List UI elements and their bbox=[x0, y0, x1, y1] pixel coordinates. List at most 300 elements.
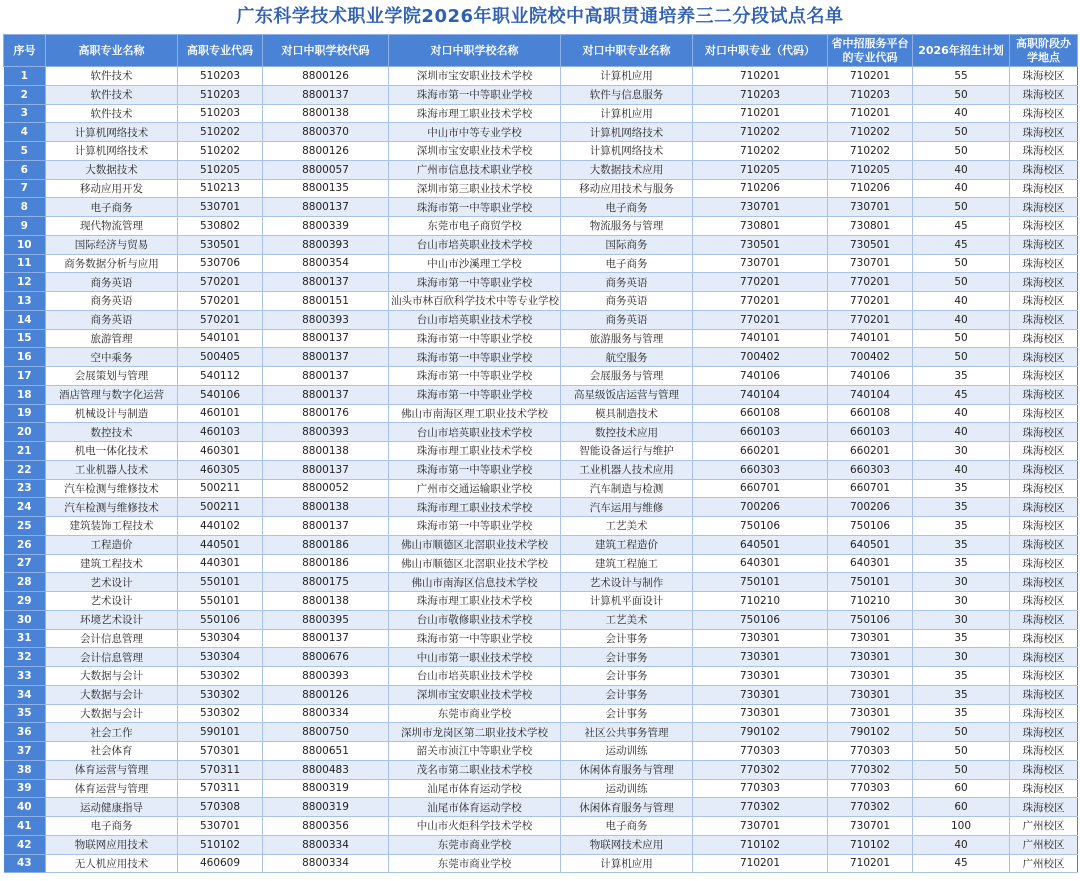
column-header: 高职阶段办学地点 bbox=[1010, 35, 1078, 67]
row-number-cell: 2 bbox=[4, 85, 46, 104]
school-code-cell: 8800393 bbox=[263, 667, 389, 686]
enrollment-plan-cell: 40 bbox=[913, 423, 1010, 442]
school-name-cell: 广州市交通运输职业学校 bbox=[389, 479, 561, 498]
school-code-cell: 8800057 bbox=[263, 160, 389, 179]
campus-cell: 珠海校区 bbox=[1010, 217, 1078, 236]
column-header: 高职专业名称 bbox=[46, 35, 178, 67]
school-code-cell: 8800126 bbox=[263, 142, 389, 161]
table-row bbox=[4, 160, 1078, 179]
school-major-code-cell: 710102 bbox=[693, 835, 828, 854]
school-major-name-cell: 艺术设计与制作 bbox=[561, 573, 693, 592]
school-name-cell: 深圳市宝安职业技术学校 bbox=[389, 142, 561, 161]
school-code-cell: 8800137 bbox=[263, 629, 389, 648]
school-name-cell: 汕尾市体育运动学校 bbox=[389, 798, 561, 817]
school-code-cell: 8800334 bbox=[263, 854, 389, 873]
school-code-cell: 8800319 bbox=[263, 798, 389, 817]
school-major-name-cell: 移动应用技术与服务 bbox=[561, 179, 693, 198]
enrollment-plan-cell: 35 bbox=[913, 629, 1010, 648]
college-major-code-cell: 530302 bbox=[178, 685, 263, 704]
college-major-name-cell: 国际经济与贸易 bbox=[46, 235, 178, 254]
row-number-cell: 35 bbox=[4, 704, 46, 723]
college-major-code-cell: 500405 bbox=[178, 348, 263, 367]
row-number-cell: 7 bbox=[4, 179, 46, 198]
row-number-cell: 23 bbox=[4, 479, 46, 498]
column-header: 高职专业代码 bbox=[178, 35, 263, 67]
college-major-code-cell: 460301 bbox=[178, 442, 263, 461]
campus-cell: 珠海校区 bbox=[1010, 160, 1078, 179]
table-row bbox=[4, 310, 1078, 329]
college-major-name-cell: 建筑工程技术 bbox=[46, 554, 178, 573]
school-major-name-cell: 物联网技术应用 bbox=[561, 835, 693, 854]
school-name-cell: 台山市培英职业技术学校 bbox=[389, 667, 561, 686]
enrollment-plan-cell: 50 bbox=[913, 273, 1010, 292]
school-code-cell: 8800052 bbox=[263, 479, 389, 498]
school-major-name-cell: 计算机网络技术 bbox=[561, 123, 693, 142]
college-major-name-cell: 汽车检测与维修技术 bbox=[46, 479, 178, 498]
college-major-code-cell: 570311 bbox=[178, 760, 263, 779]
college-major-name-cell: 旅游管理 bbox=[46, 329, 178, 348]
school-code-cell: 8800319 bbox=[263, 779, 389, 798]
table-row bbox=[4, 517, 1078, 536]
platform-major-code-cell: 660103 bbox=[828, 423, 913, 442]
row-number-cell: 9 bbox=[4, 217, 46, 236]
college-major-name-cell: 工程造价 bbox=[46, 535, 178, 554]
platform-major-code-cell: 640301 bbox=[828, 554, 913, 573]
campus-cell: 珠海校区 bbox=[1010, 67, 1078, 86]
school-major-code-cell: 730701 bbox=[693, 254, 828, 273]
campus-cell: 珠海校区 bbox=[1010, 610, 1078, 629]
school-major-name-cell: 会计事务 bbox=[561, 704, 693, 723]
table-row bbox=[4, 704, 1078, 723]
platform-major-code-cell: 660201 bbox=[828, 442, 913, 461]
school-major-name-cell: 汽车制造与检测 bbox=[561, 479, 693, 498]
school-major-code-cell: 730701 bbox=[693, 198, 828, 217]
enrollment-plan-cell: 40 bbox=[913, 460, 1010, 479]
platform-major-code-cell: 730701 bbox=[828, 254, 913, 273]
row-number-cell: 16 bbox=[4, 348, 46, 367]
school-major-code-cell: 790102 bbox=[693, 723, 828, 742]
platform-major-code-cell: 770201 bbox=[828, 310, 913, 329]
school-major-name-cell: 电子商务 bbox=[561, 198, 693, 217]
school-name-cell: 珠海市第一中等职业学校 bbox=[389, 198, 561, 217]
school-name-cell: 台山市培英职业技术学校 bbox=[389, 310, 561, 329]
school-major-name-cell: 汽车运用与维修 bbox=[561, 498, 693, 517]
school-major-name-cell: 智能设备运行与维护 bbox=[561, 442, 693, 461]
school-major-code-cell: 660303 bbox=[693, 460, 828, 479]
enrollment-plan-cell: 60 bbox=[913, 779, 1010, 798]
school-major-code-cell: 740101 bbox=[693, 329, 828, 348]
school-code-cell: 8800137 bbox=[263, 198, 389, 217]
school-major-name-cell: 计算机网络技术 bbox=[561, 142, 693, 161]
college-major-code-cell: 530304 bbox=[178, 648, 263, 667]
school-code-cell: 8800334 bbox=[263, 704, 389, 723]
row-number-cell: 36 bbox=[4, 723, 46, 742]
school-major-name-cell: 高星级饭店运营与管理 bbox=[561, 385, 693, 404]
campus-cell: 珠海校区 bbox=[1010, 367, 1078, 386]
school-major-name-cell: 社区公共事务管理 bbox=[561, 723, 693, 742]
college-major-code-cell: 460305 bbox=[178, 460, 263, 479]
school-major-code-cell: 710203 bbox=[693, 85, 828, 104]
row-number-cell: 25 bbox=[4, 517, 46, 536]
college-major-code-cell: 510202 bbox=[178, 123, 263, 142]
school-name-cell: 汕头市林百欣科学技术中等专业学校 bbox=[389, 292, 561, 311]
enrollment-plan-cell: 35 bbox=[913, 667, 1010, 686]
table-header-row bbox=[4, 35, 1078, 67]
school-code-cell: 8800137 bbox=[263, 460, 389, 479]
school-major-code-cell: 770303 bbox=[693, 742, 828, 761]
enrollment-plan-cell: 45 bbox=[913, 217, 1010, 236]
school-code-cell: 8800126 bbox=[263, 67, 389, 86]
row-number-cell: 37 bbox=[4, 742, 46, 761]
school-major-code-cell: 770302 bbox=[693, 760, 828, 779]
school-major-code-cell: 640301 bbox=[693, 554, 828, 573]
platform-major-code-cell: 770201 bbox=[828, 273, 913, 292]
table-row bbox=[4, 610, 1078, 629]
college-major-name-cell: 社会体育 bbox=[46, 742, 178, 761]
college-major-code-cell: 530501 bbox=[178, 235, 263, 254]
school-code-cell: 8800137 bbox=[263, 329, 389, 348]
row-number-cell: 21 bbox=[4, 442, 46, 461]
row-number-cell: 15 bbox=[4, 329, 46, 348]
enrollment-plan-cell: 40 bbox=[913, 404, 1010, 423]
college-major-code-cell: 590101 bbox=[178, 723, 263, 742]
school-major-code-cell: 710201 bbox=[693, 854, 828, 873]
school-name-cell: 珠海市理工职业技术学校 bbox=[389, 498, 561, 517]
school-name-cell: 佛山市南海区理工职业技术学校 bbox=[389, 404, 561, 423]
college-major-code-cell: 440301 bbox=[178, 554, 263, 573]
campus-cell: 珠海校区 bbox=[1010, 460, 1078, 479]
campus-cell: 珠海校区 bbox=[1010, 85, 1078, 104]
college-major-code-cell: 530802 bbox=[178, 217, 263, 236]
school-major-name-cell: 商务英语 bbox=[561, 292, 693, 311]
school-code-cell: 8800138 bbox=[263, 592, 389, 611]
row-number-cell: 17 bbox=[4, 367, 46, 386]
row-number-cell: 28 bbox=[4, 573, 46, 592]
school-name-cell: 中山市火炬科学技术学校 bbox=[389, 817, 561, 836]
campus-cell: 珠海校区 bbox=[1010, 573, 1078, 592]
college-major-code-cell: 460103 bbox=[178, 423, 263, 442]
enrollment-plan-cell: 50 bbox=[913, 198, 1010, 217]
row-number-cell: 31 bbox=[4, 629, 46, 648]
table-row bbox=[4, 798, 1078, 817]
row-number-cell: 6 bbox=[4, 160, 46, 179]
school-major-code-cell: 730301 bbox=[693, 685, 828, 704]
school-major-code-cell: 730701 bbox=[693, 817, 828, 836]
school-major-code-cell: 730301 bbox=[693, 648, 828, 667]
college-major-code-cell: 460101 bbox=[178, 404, 263, 423]
campus-cell: 珠海校区 bbox=[1010, 292, 1078, 311]
school-name-cell: 东莞市商业学校 bbox=[389, 835, 561, 854]
platform-major-code-cell: 710202 bbox=[828, 123, 913, 142]
college-major-code-cell: 530304 bbox=[178, 629, 263, 648]
school-name-cell: 汕尾市体育运动学校 bbox=[389, 779, 561, 798]
school-code-cell: 8800138 bbox=[263, 104, 389, 123]
table-row bbox=[4, 329, 1078, 348]
school-major-name-cell: 运动训练 bbox=[561, 779, 693, 798]
college-major-code-cell: 570201 bbox=[178, 273, 263, 292]
enrollment-plan-cell: 45 bbox=[913, 385, 1010, 404]
school-code-cell: 8800135 bbox=[263, 179, 389, 198]
school-code-cell: 8800186 bbox=[263, 554, 389, 573]
table-row bbox=[4, 273, 1078, 292]
college-major-name-cell: 软件技术 bbox=[46, 104, 178, 123]
college-major-code-cell: 530302 bbox=[178, 667, 263, 686]
table-row bbox=[4, 817, 1078, 836]
school-name-cell: 东莞市商业学校 bbox=[389, 854, 561, 873]
college-major-name-cell: 计算机网络技术 bbox=[46, 123, 178, 142]
campus-cell: 珠海校区 bbox=[1010, 123, 1078, 142]
school-major-name-cell: 国际商务 bbox=[561, 235, 693, 254]
college-major-code-cell: 530302 bbox=[178, 704, 263, 723]
enrollment-plan-cell: 60 bbox=[913, 798, 1010, 817]
school-name-cell: 东莞市电子商贸学校 bbox=[389, 217, 561, 236]
row-number-cell: 20 bbox=[4, 423, 46, 442]
platform-major-code-cell: 660701 bbox=[828, 479, 913, 498]
college-major-code-cell: 540112 bbox=[178, 367, 263, 386]
school-name-cell: 深圳市宝安职业技术学校 bbox=[389, 685, 561, 704]
school-name-cell: 佛山市顺德区北滘职业技术学校 bbox=[389, 535, 561, 554]
school-code-cell: 8800138 bbox=[263, 442, 389, 461]
school-code-cell: 8800137 bbox=[263, 367, 389, 386]
table-body bbox=[4, 67, 1078, 873]
school-major-name-cell: 软件与信息服务 bbox=[561, 85, 693, 104]
school-code-cell: 8800176 bbox=[263, 404, 389, 423]
campus-cell: 珠海校区 bbox=[1010, 254, 1078, 273]
platform-major-code-cell: 730301 bbox=[828, 629, 913, 648]
enrollment-plan-cell: 35 bbox=[913, 517, 1010, 536]
column-header: 对口中职学校名称 bbox=[389, 35, 561, 67]
table-row bbox=[4, 348, 1078, 367]
college-major-name-cell: 空中乘务 bbox=[46, 348, 178, 367]
enrollment-plan-cell: 35 bbox=[913, 498, 1010, 517]
table-row bbox=[4, 592, 1078, 611]
enrollment-plan-cell: 50 bbox=[913, 760, 1010, 779]
school-major-code-cell: 750106 bbox=[693, 517, 828, 536]
school-major-code-cell: 660103 bbox=[693, 423, 828, 442]
school-major-name-cell: 计算机应用 bbox=[561, 67, 693, 86]
campus-cell: 珠海校区 bbox=[1010, 554, 1078, 573]
table-row bbox=[4, 835, 1078, 854]
college-major-code-cell: 550101 bbox=[178, 592, 263, 611]
pilot-list-table bbox=[3, 34, 1078, 873]
enrollment-plan-cell: 40 bbox=[913, 104, 1010, 123]
school-major-name-cell: 电子商务 bbox=[561, 254, 693, 273]
school-name-cell: 佛山市南海区信息技术学校 bbox=[389, 573, 561, 592]
school-name-cell: 珠海市第一中等职业学校 bbox=[389, 273, 561, 292]
school-code-cell: 8800137 bbox=[263, 348, 389, 367]
college-major-name-cell: 商务英语 bbox=[46, 273, 178, 292]
campus-cell: 珠海校区 bbox=[1010, 385, 1078, 404]
school-major-code-cell: 700402 bbox=[693, 348, 828, 367]
table-row bbox=[4, 779, 1078, 798]
enrollment-plan-cell: 50 bbox=[913, 742, 1010, 761]
row-number-cell: 4 bbox=[4, 123, 46, 142]
campus-cell: 珠海校区 bbox=[1010, 329, 1078, 348]
campus-cell: 珠海校区 bbox=[1010, 348, 1078, 367]
college-major-code-cell: 510203 bbox=[178, 104, 263, 123]
enrollment-plan-cell: 50 bbox=[913, 348, 1010, 367]
school-name-cell: 珠海市理工职业技术学校 bbox=[389, 442, 561, 461]
table-row bbox=[4, 254, 1078, 273]
college-major-name-cell: 现代物流管理 bbox=[46, 217, 178, 236]
table-row bbox=[4, 723, 1078, 742]
school-name-cell: 珠海市第一中等职业学校 bbox=[389, 348, 561, 367]
row-number-cell: 34 bbox=[4, 685, 46, 704]
college-major-name-cell: 电子商务 bbox=[46, 817, 178, 836]
row-number-cell: 29 bbox=[4, 592, 46, 611]
enrollment-plan-cell: 30 bbox=[913, 610, 1010, 629]
school-major-code-cell: 770303 bbox=[693, 779, 828, 798]
school-name-cell: 台山市敬修职业技术学校 bbox=[389, 610, 561, 629]
campus-cell: 珠海校区 bbox=[1010, 442, 1078, 461]
college-major-name-cell: 物联网应用技术 bbox=[46, 835, 178, 854]
enrollment-plan-cell: 50 bbox=[913, 123, 1010, 142]
campus-cell: 珠海校区 bbox=[1010, 273, 1078, 292]
campus-cell: 珠海校区 bbox=[1010, 142, 1078, 161]
table-row bbox=[4, 104, 1078, 123]
college-major-code-cell: 510213 bbox=[178, 179, 263, 198]
platform-major-code-cell: 770302 bbox=[828, 798, 913, 817]
college-major-code-cell: 440102 bbox=[178, 517, 263, 536]
school-name-cell: 珠海市第一中等职业学校 bbox=[389, 385, 561, 404]
college-major-name-cell: 商务英语 bbox=[46, 310, 178, 329]
row-number-cell: 14 bbox=[4, 310, 46, 329]
school-code-cell: 8800151 bbox=[263, 292, 389, 311]
enrollment-plan-cell: 50 bbox=[913, 254, 1010, 273]
row-number-cell: 33 bbox=[4, 667, 46, 686]
school-code-cell: 8800676 bbox=[263, 648, 389, 667]
campus-cell: 珠海校区 bbox=[1010, 742, 1078, 761]
college-major-code-cell: 510202 bbox=[178, 142, 263, 161]
college-major-name-cell: 社会工作 bbox=[46, 723, 178, 742]
campus-cell: 珠海校区 bbox=[1010, 667, 1078, 686]
school-major-name-cell: 工业机器人技术应用 bbox=[561, 460, 693, 479]
platform-major-code-cell: 790102 bbox=[828, 723, 913, 742]
school-major-name-cell: 航空服务 bbox=[561, 348, 693, 367]
row-number-cell: 26 bbox=[4, 535, 46, 554]
platform-major-code-cell: 730301 bbox=[828, 648, 913, 667]
table-row bbox=[4, 760, 1078, 779]
school-major-code-cell: 770302 bbox=[693, 798, 828, 817]
school-major-code-cell: 770201 bbox=[693, 292, 828, 311]
college-major-code-cell: 540106 bbox=[178, 385, 263, 404]
campus-cell: 珠海校区 bbox=[1010, 685, 1078, 704]
platform-major-code-cell: 710210 bbox=[828, 592, 913, 611]
school-major-name-cell: 计算机平面设计 bbox=[561, 592, 693, 611]
college-major-code-cell: 530701 bbox=[178, 198, 263, 217]
school-name-cell: 中山市沙溪理工学校 bbox=[389, 254, 561, 273]
school-major-name-cell: 计算机应用 bbox=[561, 104, 693, 123]
platform-major-code-cell: 770303 bbox=[828, 742, 913, 761]
school-major-code-cell: 710205 bbox=[693, 160, 828, 179]
school-name-cell: 深圳市宝安职业技术学校 bbox=[389, 67, 561, 86]
table-row bbox=[4, 629, 1078, 648]
campus-cell: 珠海校区 bbox=[1010, 498, 1078, 517]
school-major-name-cell: 旅游服务与管理 bbox=[561, 329, 693, 348]
college-major-name-cell: 工业机器人技术 bbox=[46, 460, 178, 479]
row-number-cell: 41 bbox=[4, 817, 46, 836]
table-row bbox=[4, 385, 1078, 404]
college-major-name-cell: 会展策划与管理 bbox=[46, 367, 178, 386]
school-code-cell: 8800393 bbox=[263, 423, 389, 442]
platform-major-code-cell: 710201 bbox=[828, 67, 913, 86]
table-row bbox=[4, 198, 1078, 217]
school-major-name-cell: 会计事务 bbox=[561, 685, 693, 704]
row-number-cell: 30 bbox=[4, 610, 46, 629]
campus-cell: 广州校区 bbox=[1010, 854, 1078, 873]
college-major-name-cell: 数控技术 bbox=[46, 423, 178, 442]
school-name-cell: 珠海市第一中等职业学校 bbox=[389, 367, 561, 386]
platform-major-code-cell: 730501 bbox=[828, 235, 913, 254]
platform-major-code-cell: 710203 bbox=[828, 85, 913, 104]
table-row bbox=[4, 498, 1078, 517]
campus-cell: 珠海校区 bbox=[1010, 779, 1078, 798]
enrollment-plan-cell: 50 bbox=[913, 723, 1010, 742]
campus-cell: 广州校区 bbox=[1010, 817, 1078, 836]
column-header: 对口中职学校代码 bbox=[263, 35, 389, 67]
column-header: 对口中职专业名称 bbox=[561, 35, 693, 67]
college-major-name-cell: 艺术设计 bbox=[46, 592, 178, 611]
college-major-name-cell: 艺术设计 bbox=[46, 573, 178, 592]
table-row bbox=[4, 685, 1078, 704]
enrollment-plan-cell: 40 bbox=[913, 310, 1010, 329]
table-row bbox=[4, 460, 1078, 479]
campus-cell: 珠海校区 bbox=[1010, 423, 1078, 442]
college-major-code-cell: 510205 bbox=[178, 160, 263, 179]
platform-major-code-cell: 750106 bbox=[828, 517, 913, 536]
row-number-cell: 39 bbox=[4, 779, 46, 798]
college-major-code-cell: 550106 bbox=[178, 610, 263, 629]
table-row bbox=[4, 667, 1078, 686]
college-major-name-cell: 体育运营与管理 bbox=[46, 760, 178, 779]
row-number-cell: 24 bbox=[4, 498, 46, 517]
school-major-name-cell: 建筑工程造价 bbox=[561, 535, 693, 554]
platform-major-code-cell: 660108 bbox=[828, 404, 913, 423]
college-major-name-cell: 大数据与会计 bbox=[46, 685, 178, 704]
platform-major-code-cell: 750101 bbox=[828, 573, 913, 592]
enrollment-plan-cell: 35 bbox=[913, 367, 1010, 386]
school-major-code-cell: 730501 bbox=[693, 235, 828, 254]
enrollment-plan-cell: 35 bbox=[913, 554, 1010, 573]
school-major-code-cell: 750106 bbox=[693, 610, 828, 629]
platform-major-code-cell: 750106 bbox=[828, 610, 913, 629]
college-major-name-cell: 软件技术 bbox=[46, 85, 178, 104]
school-code-cell: 8800393 bbox=[263, 310, 389, 329]
campus-cell: 珠海校区 bbox=[1010, 179, 1078, 198]
school-code-cell: 8800395 bbox=[263, 610, 389, 629]
school-major-name-cell: 工艺美术 bbox=[561, 610, 693, 629]
school-major-name-cell: 计算机应用 bbox=[561, 854, 693, 873]
school-major-code-cell: 710201 bbox=[693, 67, 828, 86]
college-major-code-cell: 540101 bbox=[178, 329, 263, 348]
school-name-cell: 珠海市理工职业技术学校 bbox=[389, 104, 561, 123]
college-major-code-cell: 570201 bbox=[178, 310, 263, 329]
school-major-code-cell: 770201 bbox=[693, 310, 828, 329]
college-major-name-cell: 移动应用开发 bbox=[46, 179, 178, 198]
table-row bbox=[4, 854, 1078, 873]
platform-major-code-cell: 710205 bbox=[828, 160, 913, 179]
enrollment-plan-cell: 30 bbox=[913, 648, 1010, 667]
table-row bbox=[4, 404, 1078, 423]
school-major-code-cell: 730301 bbox=[693, 704, 828, 723]
college-major-code-cell: 510203 bbox=[178, 67, 263, 86]
enrollment-plan-cell: 35 bbox=[913, 704, 1010, 723]
college-major-code-cell: 510102 bbox=[178, 835, 263, 854]
school-name-cell: 中山市第一职业技术学校 bbox=[389, 648, 561, 667]
college-major-name-cell: 机电一体化技术 bbox=[46, 442, 178, 461]
college-major-name-cell: 建筑装饰工程技术 bbox=[46, 517, 178, 536]
row-number-cell: 27 bbox=[4, 554, 46, 573]
